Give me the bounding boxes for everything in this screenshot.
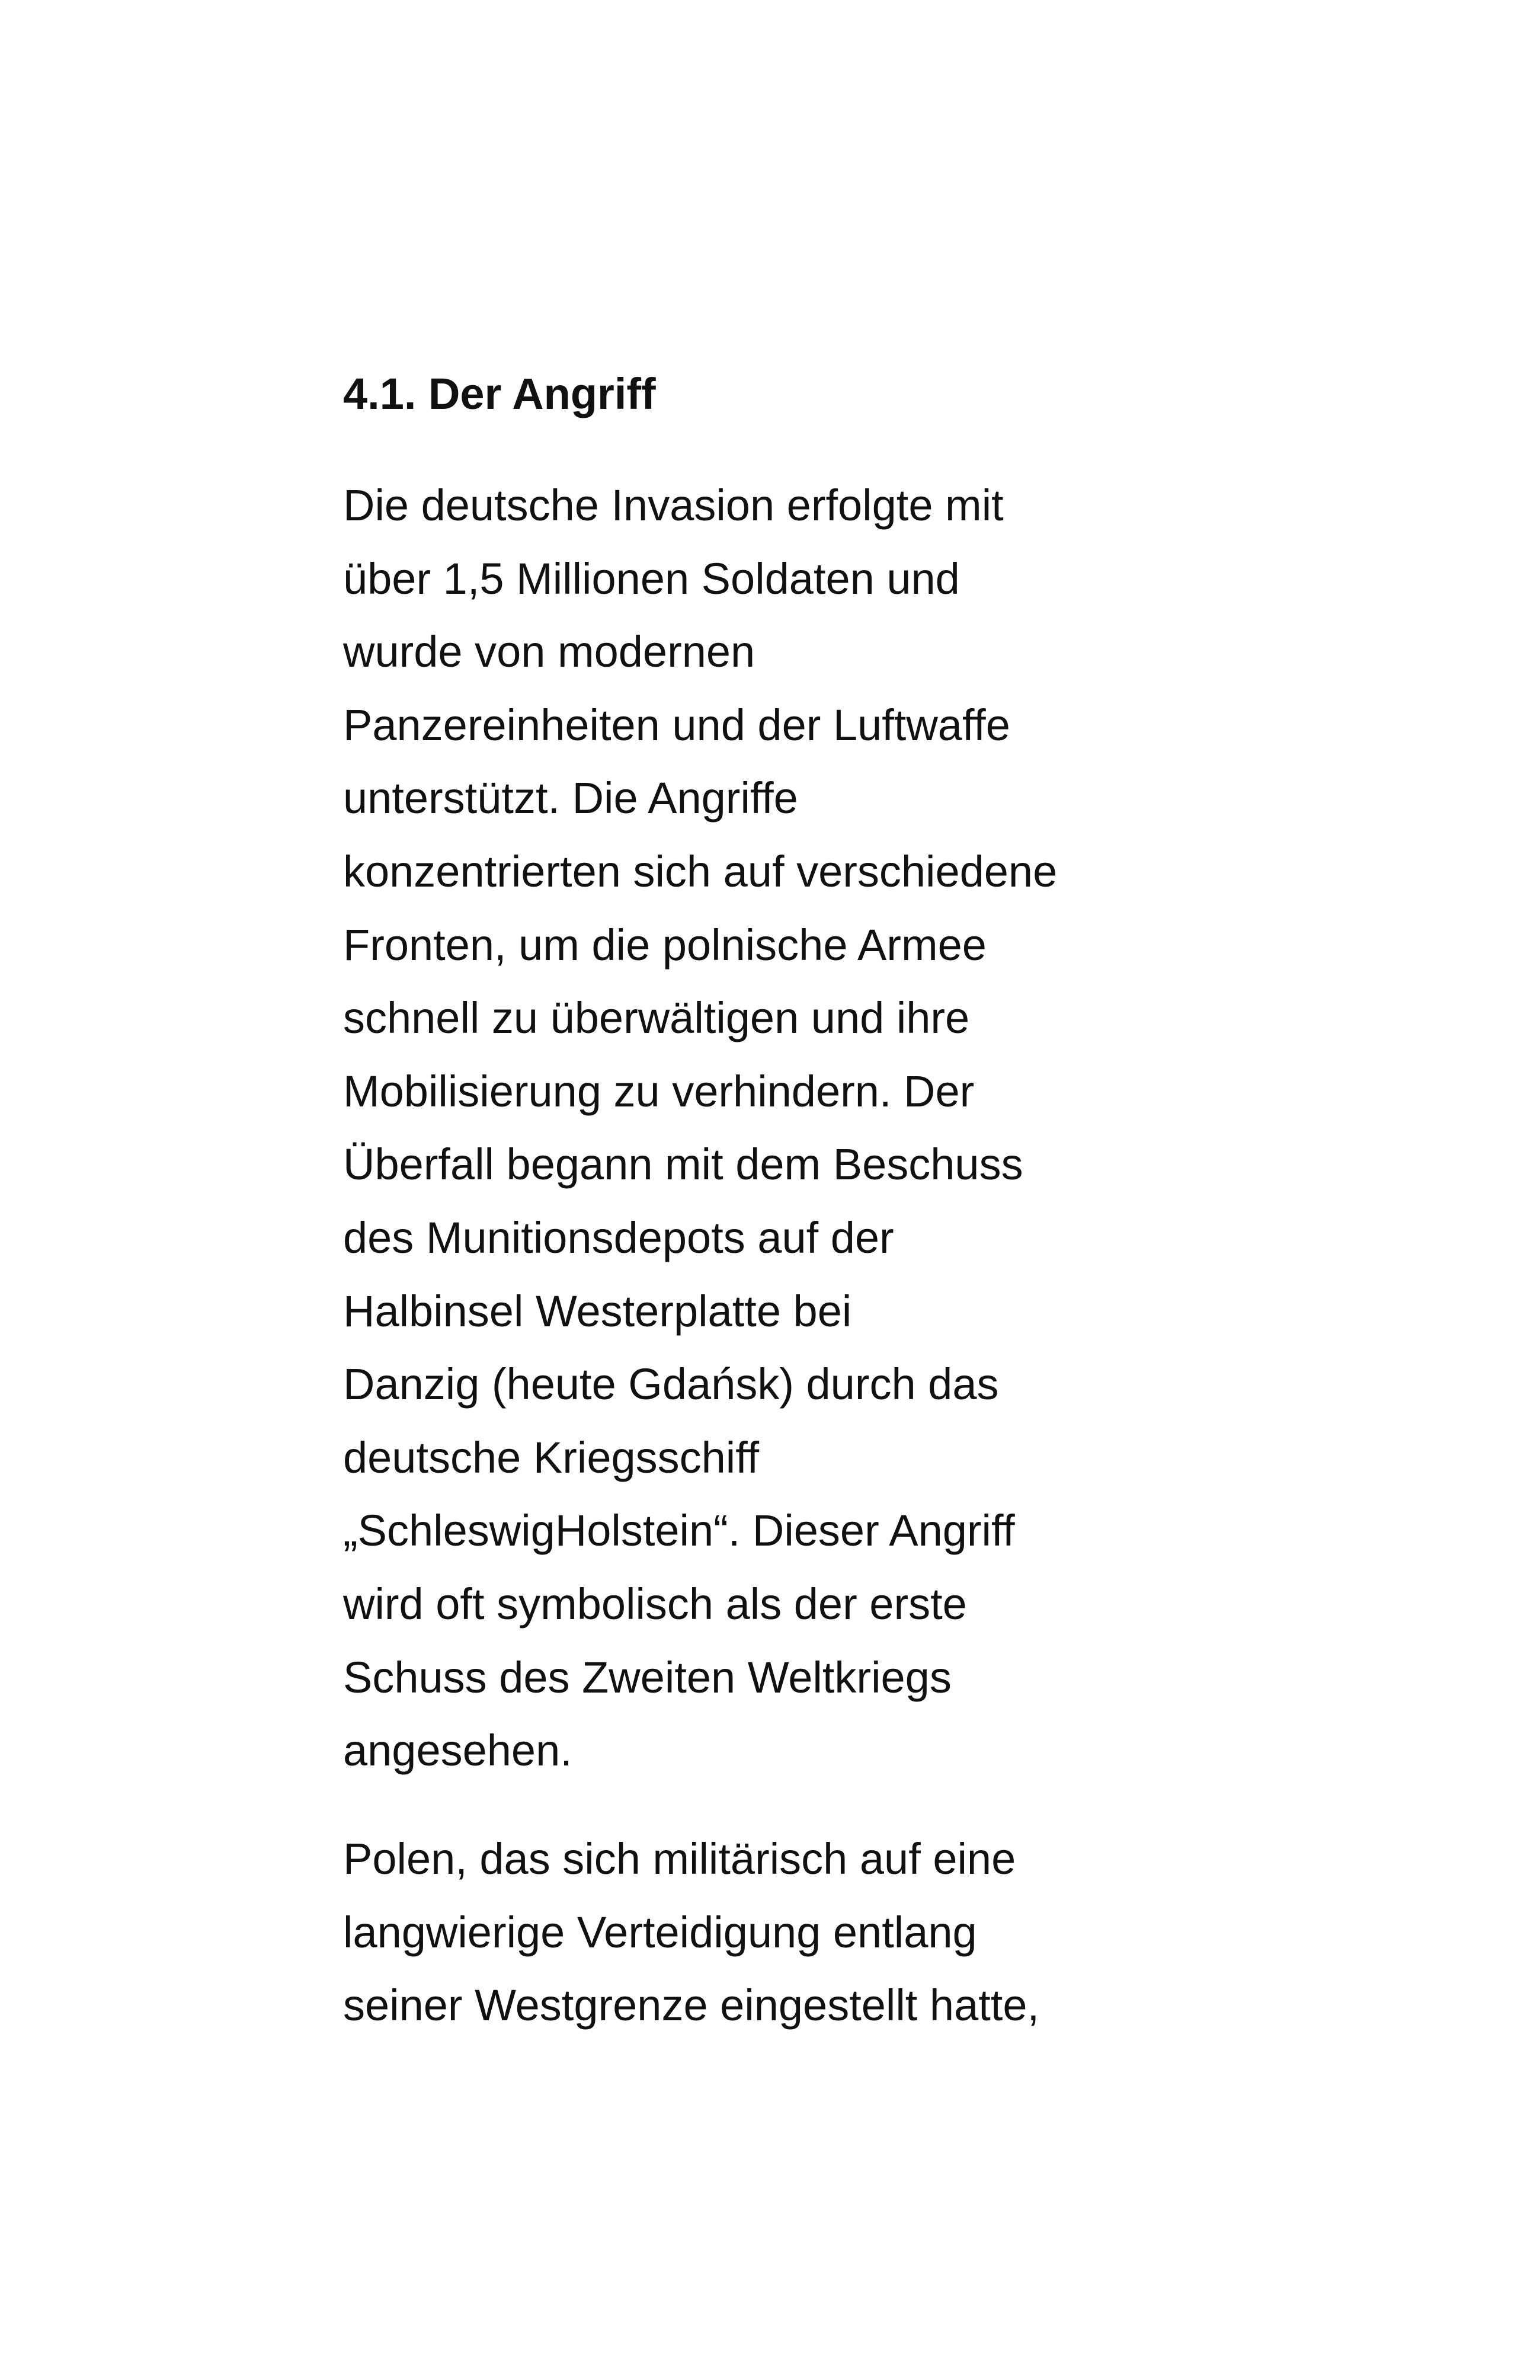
paragraph-2 — [343, 1822, 1410, 2042]
text-line: „SchleswigHolstein“. Dieser Angriff — [343, 1506, 1015, 1556]
text-line: Polen, das sich militärisch auf eine — [343, 1834, 1016, 1883]
text-line: konzentrierten sich auf verschiedene — [343, 846, 1058, 896]
text-line: über 1,5 Millionen Soldaten und — [343, 554, 960, 603]
section-heading: 4.1. Der Angriff — [343, 369, 656, 418]
text-line: wird oft symbolisch als der erste — [343, 1579, 967, 1629]
text-line: angesehen. — [343, 1726, 572, 1776]
text-line: des Munitionsdepots auf der — [343, 1213, 894, 1262]
text-line: Panzereinheiten und der Luftwaffe — [343, 700, 1010, 750]
text-line: Halbinsel Westerplatte bei — [343, 1286, 852, 1336]
text-line: Schuss des Zweiten Weltkriegs — [343, 1652, 952, 1702]
paragraph-1 — [343, 469, 1410, 1787]
text-line: deutsche Kriegsschiff — [343, 1432, 760, 1482]
text-line: Überfall begann mit dem Beschuss — [343, 1140, 1023, 1189]
text-line: unterstützt. Die Angriffe — [343, 773, 798, 823]
text-line: schnell zu überwältigen und ihre — [343, 993, 970, 1043]
text-line: Danzig (heute Gdańsk) durch das — [343, 1359, 999, 1409]
text-line: Die deutsche Invasion erfolgte mit — [343, 481, 1004, 530]
text-line: Mobilisierung zu verhindern. Der — [343, 1066, 975, 1116]
text-line: seiner Westgrenze eingestellt hatte, — [343, 1981, 1040, 2030]
text-line: Fronten, um die polnische Armee — [343, 920, 987, 970]
text-line: langwierige Verteidigung entlang — [343, 1907, 977, 1957]
text-line: wurde von modernen — [343, 627, 755, 677]
